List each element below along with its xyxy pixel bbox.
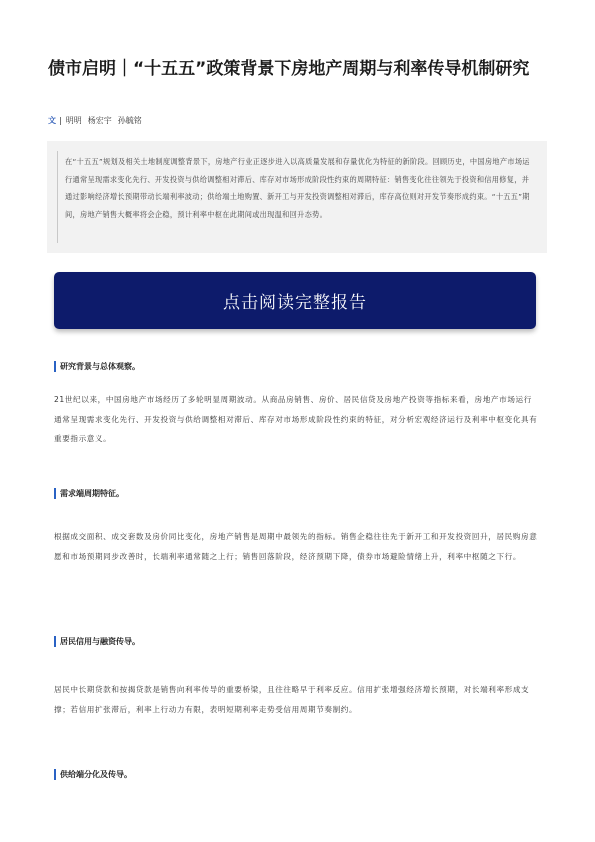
section-heading — [54, 770, 132, 780]
abstract-text: 在“十五五”规划及相关土地制度调整背景下，房地产行业正逐步进入以高质量发展和存量优化为特征的新阶段。回顾历史，中国房地产市场运行通常呈现需求变化先行、开发投资与供给调整相对滞后、库存对市场形成阶段性约束的周期特征：销售变化往往领先于投资和信用修复，并通过影响经济增长预期带动长端利率波动；供给端土地购置、新开工与开发投资调整相对滞后，库存高位则对开发节奏形成约束。“十五五”期间，房地产销售大概率将会企稳，预计利率中枢在此期间或出现温和回升态势。 — [65, 157, 530, 219]
abstract-box — [47, 141, 547, 253]
section-paragraph: 居民中长期贷款和按揭贷款是销售向利率传导的重要桥梁，且往往略早于利率反应。信用扩张增强经济增长预期，对长端利率形成支撑；若信用扩张滞后，利率上行动力有限，表明短期利率走势受信用周期节奏制约。 — [54, 685, 530, 714]
section-paragraph: 21世纪以来，中国房地产市场经历了多轮明显周期波动。从商品房销售、房价、居民信贷及房地产投资等指标来看，房地产市场运行通常呈现需求变化先行、开发投资与供给调整相对滞后、库存对市场形成阶段性约束的特征，对分析宏观经济运行及利率中枢变化具有重要指示意义。 — [54, 395, 538, 443]
article-title: 债市启明｜“十五五”政策背景下房地产周期与利率传导机制研究 — [48, 59, 530, 79]
section-marker — [54, 361, 56, 372]
section-heading-text: 研究背景与总体观察。 — [60, 362, 140, 371]
section-marker — [54, 636, 56, 647]
abstract-quote-bar — [57, 151, 58, 243]
section-marker — [54, 769, 56, 780]
section-paragraph: 根据成交面积、成交套数及房价同比变化，房地产销售是周期中最领先的指标。销售企稳往往先于新开工和开发投资回升，居民购房意愿和市场预期同步改善时，长端利率通常随之上行；销售回落阶段，经济预期下降，债券市场避险情绪上升，利率中枢随之下行。 — [54, 532, 538, 561]
section-heading-text: 供给端分化及传导。 — [60, 770, 132, 779]
byline — [48, 115, 148, 127]
section-heading — [54, 489, 124, 499]
byline-separator: | — [59, 116, 62, 125]
section-heading-text: 需求端周期特征。 — [60, 489, 124, 498]
byline-prefix: 文 — [48, 116, 56, 125]
section-heading — [54, 362, 140, 372]
section-heading — [54, 637, 140, 647]
author-name: 孙毓铭 — [117, 116, 142, 125]
author-name: 杨宏宇 — [87, 116, 112, 125]
section-heading-text: 居民信用与融资传导。 — [60, 637, 140, 646]
read-full-report-button[interactable]: 点击阅读完整报告 — [54, 272, 536, 329]
author-name: 明明 — [65, 116, 82, 125]
section-marker — [54, 488, 56, 499]
